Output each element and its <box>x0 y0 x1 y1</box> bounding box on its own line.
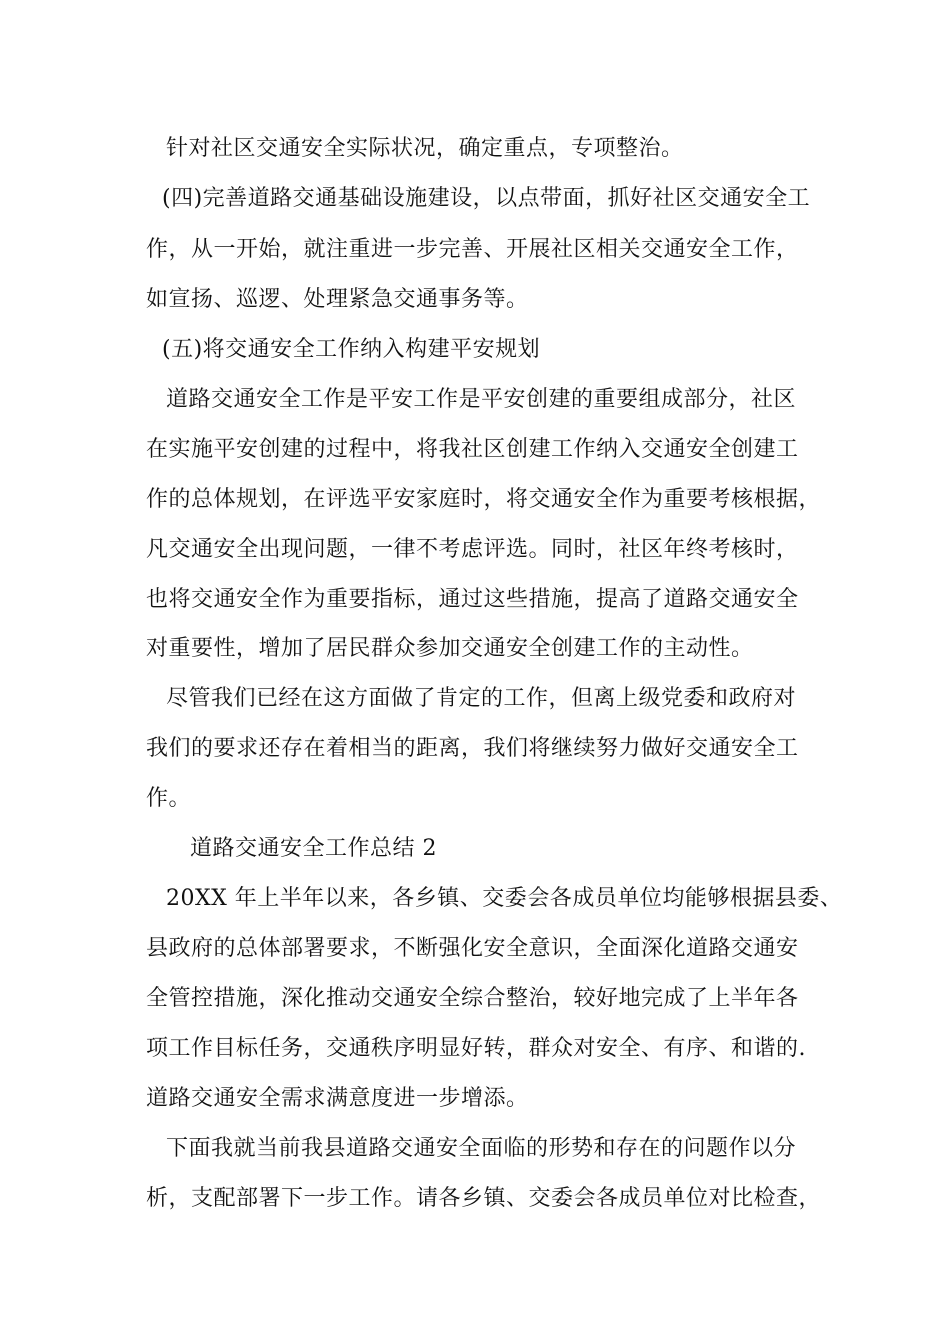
paragraph-line: 项工作目标任务，交通秩序明显好转，群众对安全、有序、和谐的. <box>146 1036 806 1061</box>
paragraph-line: 作，从一开始，就注重进一步完善、开展社区相关交通安全工作， <box>146 237 799 262</box>
paragraph-line: 在实施平安创建的过程中，将我社区创建工作纳入交通安全创建工 <box>146 437 799 462</box>
paragraph-line: (四)完善道路交通基础设施建设，以点带面，抓好社区交通安全工 <box>162 186 811 211</box>
paragraph-line: 作的总体规划，在评选平安家庭时，将交通安全作为重要考核根据， <box>146 487 822 512</box>
paragraph-line: 20XX 年上半年以来，各乡镇、交委会各成员单位均能够根据县委、 <box>166 886 843 911</box>
paragraph-line: 道路交通安全工作是平安工作是平安创建的重要组成部分，社区 <box>166 387 797 412</box>
document-title: 道路交通安全工作总结 2 <box>190 836 437 861</box>
paragraph-line: 对重要性，增加了居民群众参加交通安全创建工作的主动性。 <box>146 636 754 661</box>
paragraph-line: 县政府的总体部署要求，不断强化安全意识，全面深化道路交通安 <box>146 936 799 961</box>
paragraph-line: 析，支配部署下一步工作。请各乡镇、交委会各成员单位对比检查， <box>146 1186 822 1211</box>
section-heading: (五)将交通安全工作纳入构建平安规划 <box>162 337 541 362</box>
paragraph-line: 我们的要求还存在着相当的距离，我们将继续努力做好交通安全工 <box>146 736 799 761</box>
paragraph-line: 针对社区交通安全实际状况，确定重点，专项整治。 <box>166 136 684 161</box>
paragraph-line: 凡交通安全出现问题，一律不考虑评选。同时，社区年终考核时， <box>146 537 799 562</box>
paragraph-line: 如宣扬、巡逻、处理紧急交通事务等。 <box>146 287 529 312</box>
paragraph-line: 也将交通安全作为重要指标，通过这些措施，提高了道路交通安全 <box>146 587 799 612</box>
paragraph-line: 道路交通安全需求满意度进一步增添。 <box>146 1086 529 1111</box>
paragraph-line: 尽管我们已经在这方面做了肯定的工作，但离上级党委和政府对 <box>166 686 797 711</box>
paragraph-line: 下面我就当前我县道路交通安全面临的形势和存在的问题作以分 <box>166 1136 797 1161</box>
paragraph-line: 作。 <box>146 786 192 811</box>
paragraph-line: 全管控措施，深化推动交通安全综合整治，较好地完成了上半年各 <box>146 986 799 1011</box>
